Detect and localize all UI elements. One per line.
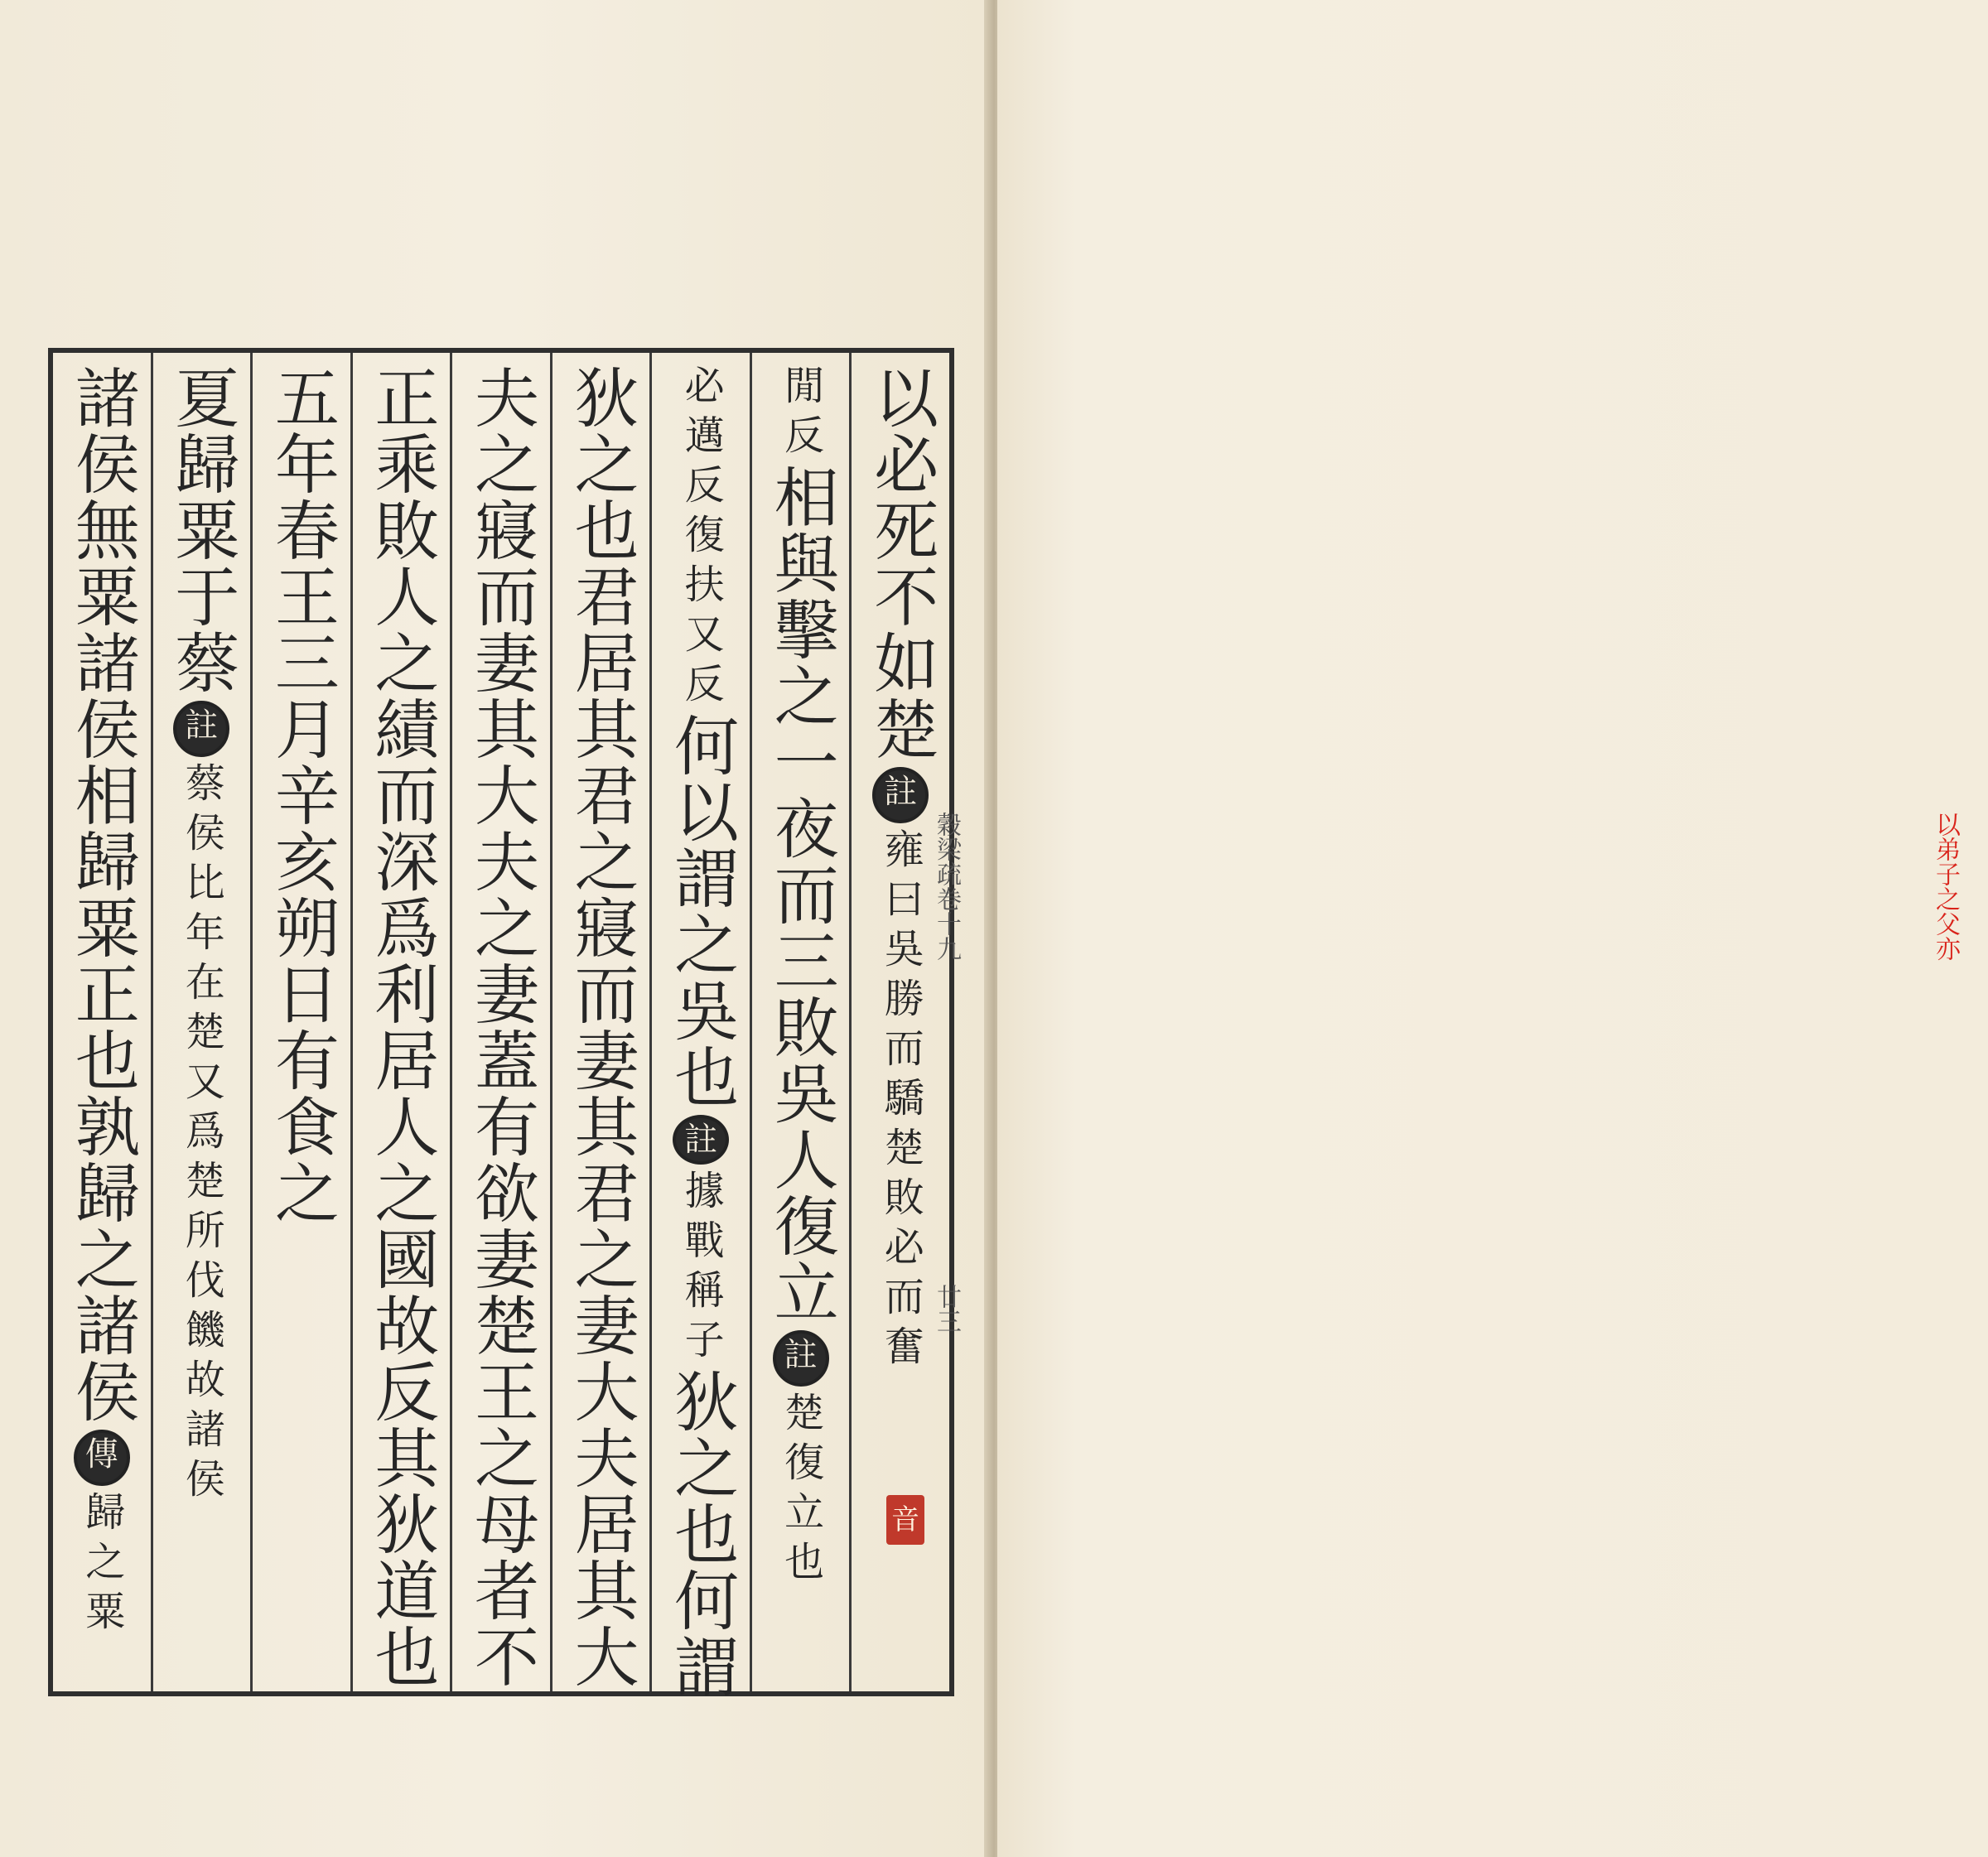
commentary-marker-icon: 傳 [74,1430,130,1486]
commentary-text: 閒反 [777,364,824,464]
left_page-column-8 [151,353,251,1691]
main-text: 夏歸粟于蔡 [164,364,239,696]
left-page [0,0,991,1857]
main-text: 以必死不如楚 [863,364,939,762]
right-page [997,0,1988,1857]
left_page-column-7 [250,353,350,1691]
main-text: 狄之也君居其君之寢而妻其君之妻大夫居其大 [563,364,639,1690]
margin-note: 穀梁疏卷十九 [932,812,961,961]
commentary-text: 歸之粟 [78,1491,125,1640]
left_page-column-1 [849,353,949,1691]
left_page-column-2 [750,353,850,1691]
main-text: 五年春王三月辛亥朔日有食之 [263,364,339,1226]
left_page-column-5 [450,353,550,1691]
main-text: 相與擊之一夜而三敗吳人復立 [763,464,838,1325]
commentary-marker-icon: 註 [173,701,229,757]
left_page-column-9 [53,353,151,1691]
left_page-column-3 [649,353,750,1700]
commentary-marker-icon: 註 [872,767,929,823]
commentary-text: 雍曰吳勝而驕楚敗必而奮 [877,828,924,1375]
commentary-text: 必邁反復扶又反 [678,364,725,712]
main-text: 夫之寢而妻其大夫之妻蓋有欲妻楚王之母者不 [463,364,538,1690]
main-text: 正乘敗人之績而深爲利居人之國故反其狄道也 [364,364,439,1690]
commentary-text: 蔡侯比年在楚又爲楚所伐饑故諸侯 [178,762,225,1507]
folio-number: 廿三 [932,1284,961,1334]
commentary-text: 楚復立也 [777,1392,824,1590]
main-text: 何以謂之吳也 [663,712,739,1110]
commentary-text: 據戰稱子 [678,1170,725,1368]
main-text: 狄之也何謂 [663,1368,739,1700]
main-text: 諸侯無粟諸侯相歸粟正也孰歸之諸侯 [64,364,139,1425]
red-margin-note: 以弟子之父亦 [1931,812,1960,961]
left-text-frame [48,348,954,1700]
commentary-marker-icon: 註 [673,1115,729,1165]
left_page-column-4 [550,353,650,1691]
commentary-marker-icon: 註 [773,1330,829,1387]
red-seal-stamp: 音 [886,1495,924,1545]
left_page-column-6 [350,353,451,1691]
